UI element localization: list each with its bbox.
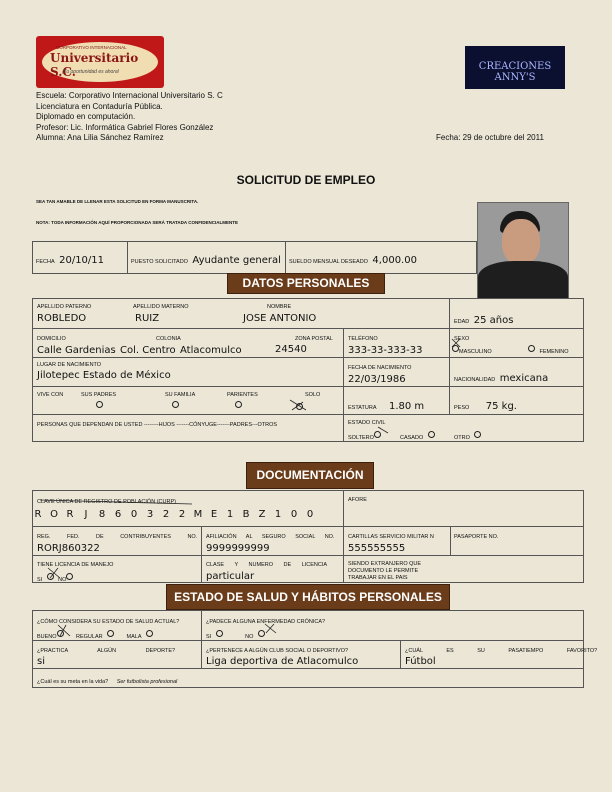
fecha-value[interactable]: 20/10/11 [59, 255, 105, 266]
cronica-no-radio[interactable] [258, 630, 265, 637]
lugar-nacimiento[interactable]: Jilotepec Estado de México [37, 370, 171, 381]
peso[interactable]: 75 kg. [485, 401, 517, 412]
vive-familia-radio[interactable] [172, 401, 179, 408]
telefono[interactable]: 333-33-333-33 [348, 345, 423, 356]
deporte-value[interactable]: si [37, 656, 45, 667]
salud-bueno-radio[interactable] [57, 630, 64, 637]
applicant-photo [477, 202, 569, 299]
section-salud: ESTADO DE SALUD Y HÁBITOS PERSONALES [166, 584, 450, 610]
calle[interactable]: Calle Gardenias [37, 345, 116, 356]
puesto-value[interactable]: Ayudante general [192, 255, 281, 266]
colonia[interactable]: Col. Centro [120, 345, 176, 356]
estatura[interactable]: 1.80 m [388, 401, 425, 412]
brand-logo: CREACIONES ANNY'S [465, 46, 565, 89]
nacionalidad[interactable]: mexicana [499, 373, 549, 384]
civil-otro-radio[interactable] [474, 431, 481, 438]
sexo-masculino-radio[interactable] [452, 345, 459, 352]
imss-value[interactable]: 9999999999 [206, 543, 270, 554]
vive-padres-radio[interactable] [96, 401, 103, 408]
section-documentacion: DOCUMENTACIÓN [246, 462, 374, 489]
school-logo: CORPORATIVO INTERNACIONAL Universitario S.C. ¡Tu oportunidad es ahora! [36, 36, 164, 88]
civil-casado-radio[interactable] [428, 431, 435, 438]
salud-mala-radio[interactable] [146, 630, 153, 637]
page-title: SOLICITUD DE EMPLEO [236, 173, 376, 187]
note-confidencial: NOTA: TODA INFORMACIÓN AQUÍ PROPORCIONADA SERÁ TRATADA CONFIDENCIALMENTE [36, 220, 238, 225]
club-value[interactable]: Liga deportiva de Atlacomulco [206, 656, 359, 667]
sueldo-value[interactable]: 4,000.00 [372, 255, 417, 266]
nombre[interactable]: JOSE ANTONIO [243, 313, 317, 324]
salud-regular-radio[interactable] [107, 630, 114, 637]
rfc-value[interactable]: RORJ860322 [37, 543, 100, 554]
meta-value[interactable]: Ser futbolista profesional [116, 679, 178, 685]
edad[interactable]: 25 años [473, 315, 514, 326]
header-date: Fecha: 29 de octubre del 2011 [436, 133, 544, 142]
header-info: Escuela: Corporativo Internacional Universitario S. C Licenciatura en Contaduría Pública. Diplomado en computación. Profesor: Lic. Informática Gabriel Flores González Alumna: Ana Lilia Sánchez Ramírez [36, 91, 223, 142]
apellido-materno[interactable]: RUIZ [135, 313, 160, 324]
apellido-paterno[interactable]: ROBLEDO [37, 313, 87, 324]
sexo-femenino-radio[interactable] [528, 345, 535, 352]
fecha-nacimiento[interactable]: 22/03/1986 [348, 374, 406, 385]
pasatiempo-value[interactable]: Fútbol [405, 656, 436, 667]
codigo-postal[interactable]: 24540 [275, 344, 307, 355]
note-manuscrita: SEA TAN AMABLE DE LLENAR ESTA SOLICITUD EN FORMA MANUSCRITA. [36, 199, 199, 204]
ciudad[interactable]: Atlacomulco [180, 345, 242, 356]
vive-solo-radio[interactable] [296, 403, 303, 410]
cartilla-value[interactable]: 555555555 [348, 543, 406, 554]
vive-parientes-radio[interactable] [235, 401, 242, 408]
licencia-no-radio[interactable] [66, 573, 73, 580]
licencia-si-radio[interactable] [47, 573, 54, 580]
civil-soltero-radio[interactable] [374, 431, 381, 438]
curp-value[interactable]: R O R J 8 6 0 3 2 2 M E 1 B Z 1 0 0 [34, 509, 314, 520]
section-datos-personales: DATOS PERSONALES [227, 273, 385, 294]
cronica-si-radio[interactable] [216, 630, 223, 637]
clase-licencia[interactable]: particular [206, 571, 255, 582]
